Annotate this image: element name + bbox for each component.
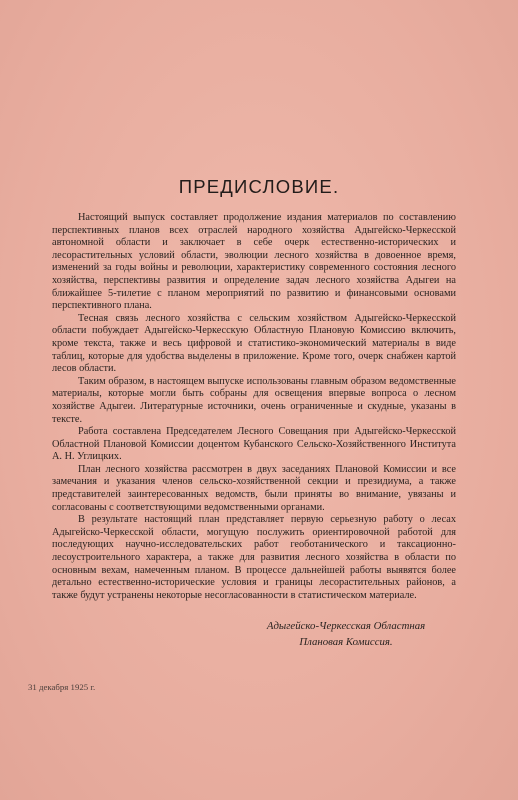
paragraph-4: Работа составлена Председателем Лесного Совещания при Адыгейско-Черкесской Областной Плановой Комиссии доцентом Кубанского Сельско-Хозяйственного Института А. Н. Углицких. xyxy=(52,426,456,463)
signature-line-2: Плановая Комиссия. xyxy=(299,636,393,648)
paragraph-6: В результате настоящий план представляет первую серьезную работу о лесах Адыгейско-Черкесской области, могущую послужить ориентировочной работой для последующих научно-исследовательских работ геоботанического и таксационно-лесоустроительного характера, а также для развития лесного хозяйства в области по основным вехам, намеченным планом. В процессе дальнейшей работы выявятся более детально естественно-исторические условия и границы лесорастительных районов, а также будут устранены некоторые несогласованности в статистическом материале. xyxy=(52,514,456,601)
paragraph-3: Таким образом, в настоящем выпуске использованы главным образом ведомственные материалы, которые могли быть собраны для освещения впервые вопроса о лесном хозяйстве Адыгеи. Литературные источники, очень ограниченные и скудные, указаны в тексте. xyxy=(52,375,456,425)
paragraph-1: Настоящий выпуск составляет продолжение издания материалов по составлению перспективных планов всех отраслей народного хозяйства Адыгейско-Черкесской автономной области и заключает в себе очерк естественно-исторических и лесорастительных условий области, эволюции лесного хозяйства в довоенное время, изменений за годы войны и революции, характеристику современного состояния лесного хозяйства, перспективы развития и определение задач лесного хозяйства Адыгеи на ближайшее 5-тилетие с планом мероприятий по развитию и финансовыми основами перспективного плана. xyxy=(52,212,456,312)
paragraph-5: План лесного хозяйства рассмотрен в двух заседаниях Плановой Комиссии и все замечания и указания членов сельско-хозяйственной секции и президиума, а также представителей заинтересованных ведомств, были приняты во внимание, увязаны и согласованы с соответствующими ведомственными органами. xyxy=(52,463,456,513)
page-title: ПРЕДИСЛОВИЕ. xyxy=(178,176,340,197)
signature-line-1: Адыгейско-Черкесская Областная xyxy=(266,620,426,632)
preface-body xyxy=(52,212,456,602)
signature xyxy=(236,618,456,650)
paragraph-2: Тесная связь лесного хозяйства с сельским хозяйством Адыгейско-Черкесской области побуждает Адыгейско-Черкесскую Областную Плановую Комиссию включить, кроме текста, также и весь цифровой и статистико-экономический материалы в виде таблиц, которые для удобства выделены в приложение. Кроме того, очерк снабжен картой лесов области. xyxy=(52,312,456,375)
document-date: 31 декабря 1925 г. xyxy=(28,682,96,692)
